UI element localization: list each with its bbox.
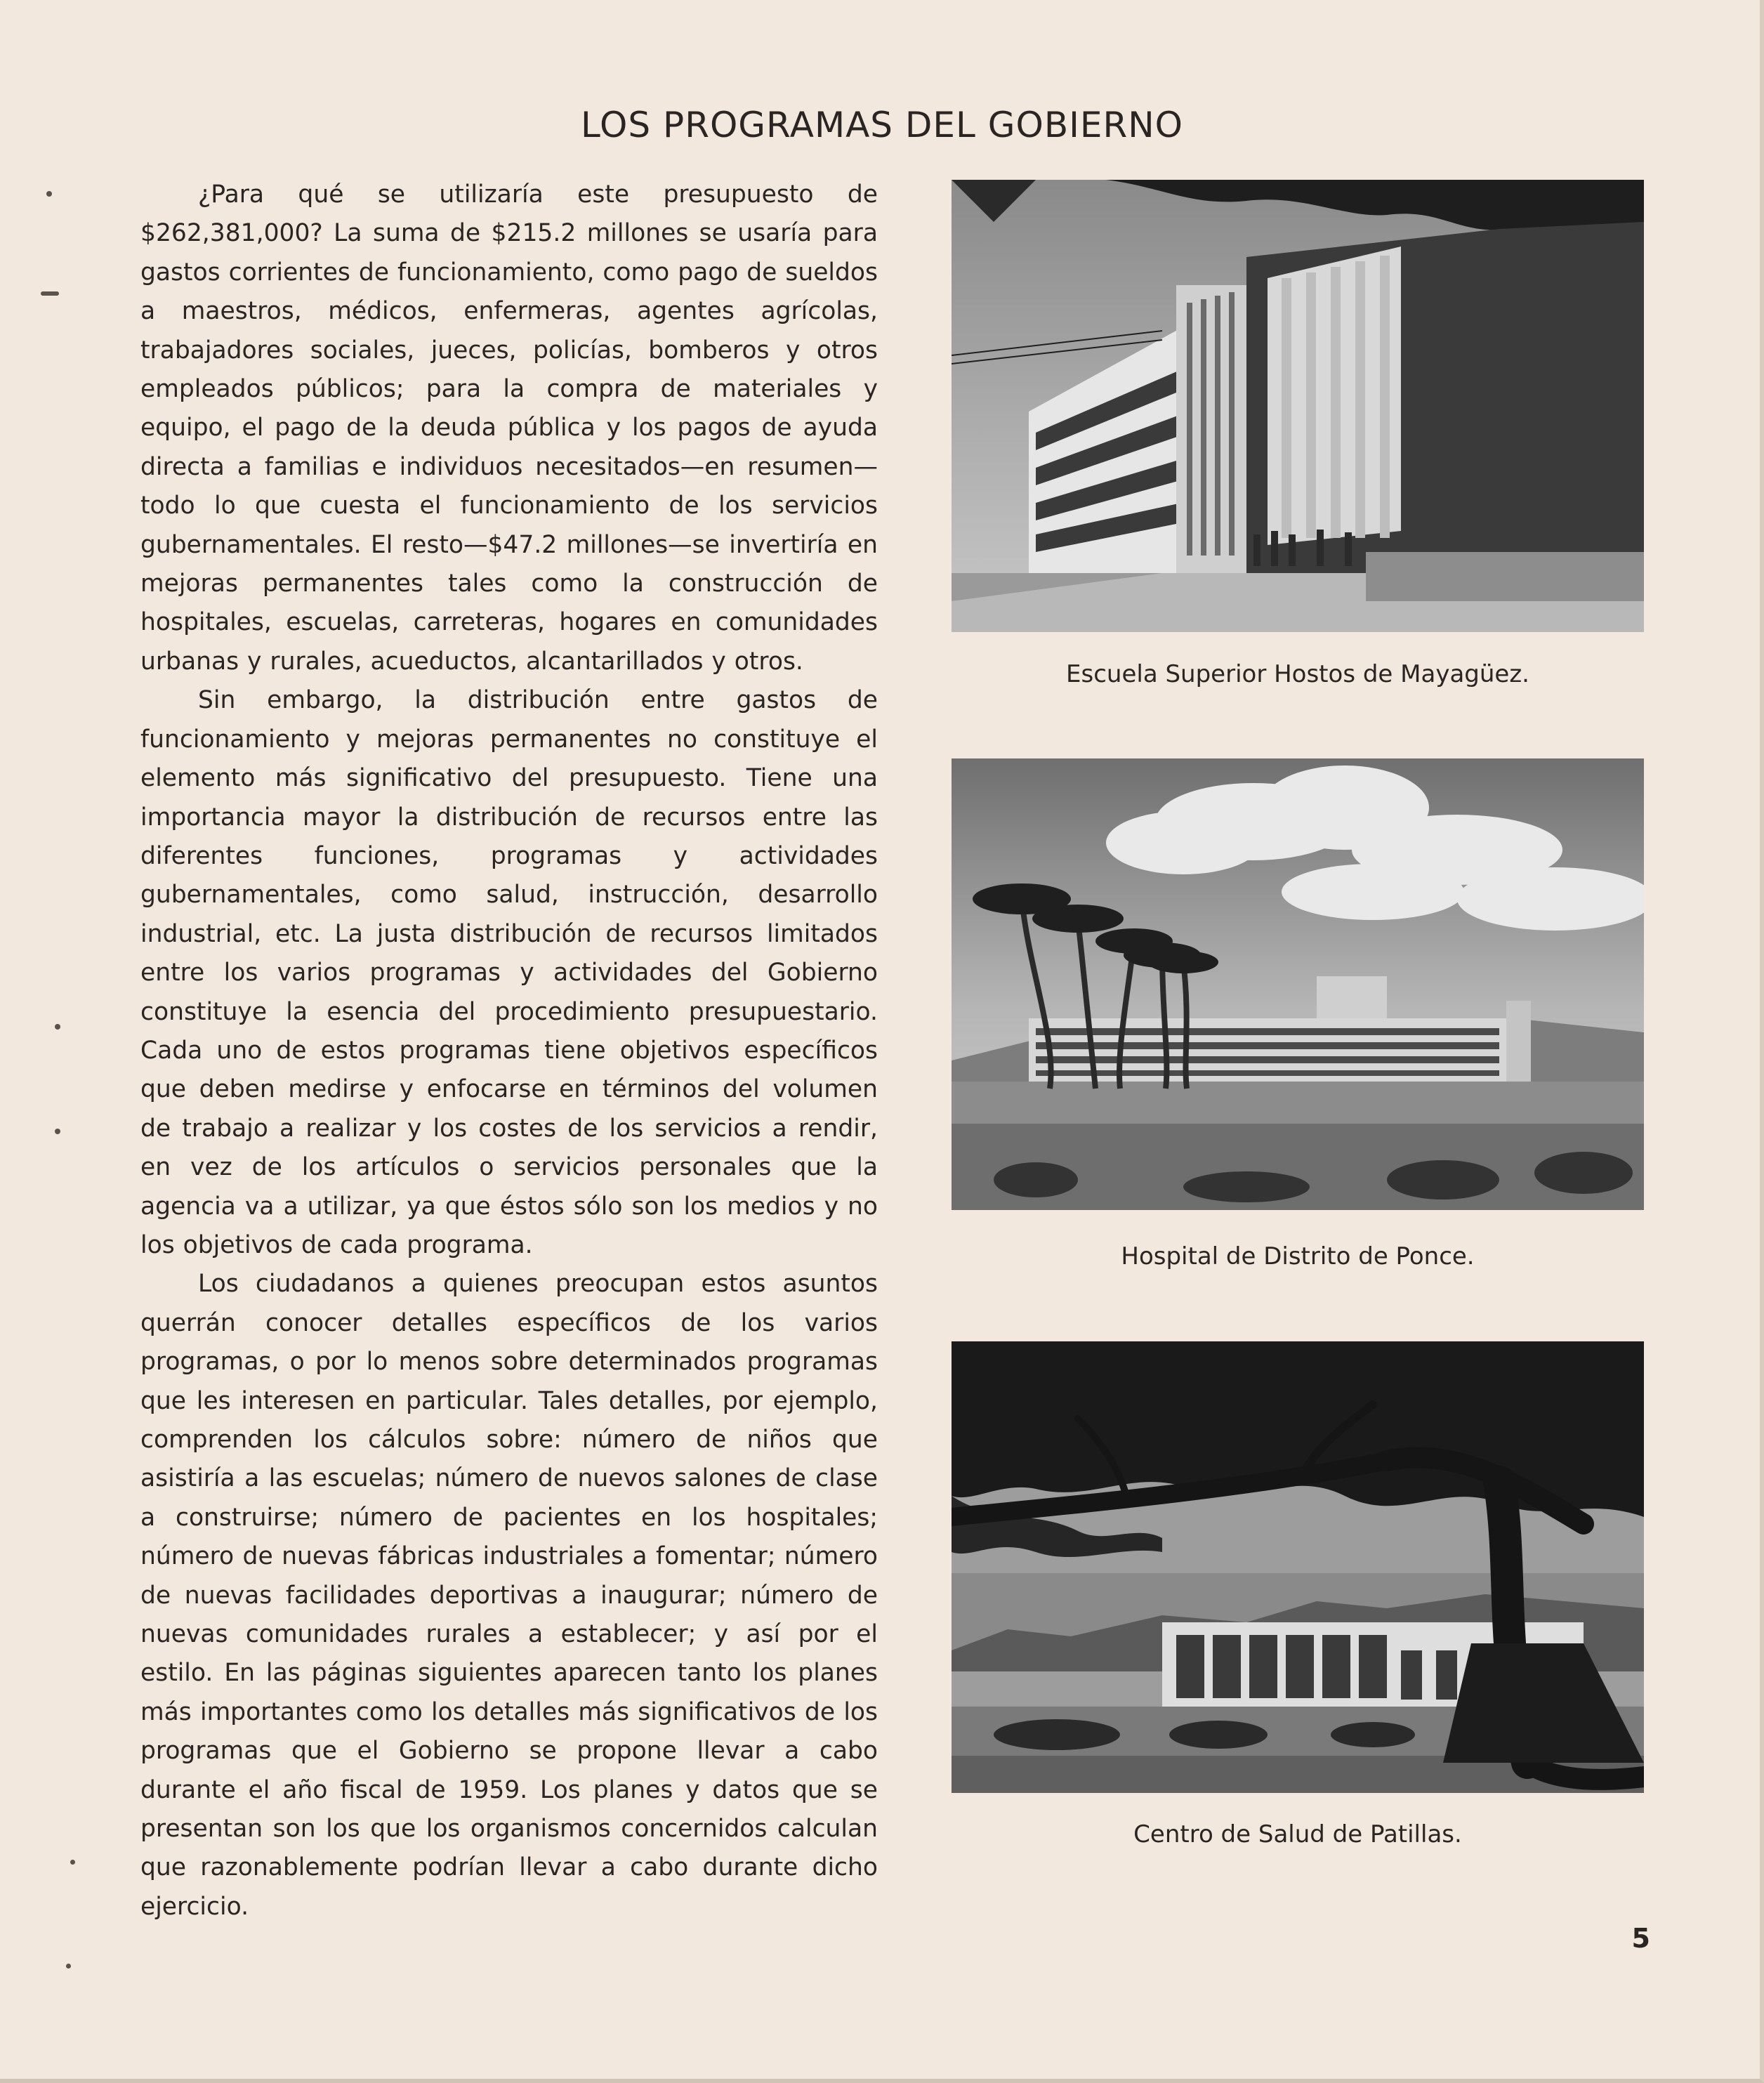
scan-speck bbox=[46, 191, 52, 197]
photo-caption: Hospital de Distrito de Ponce. bbox=[1121, 1242, 1475, 1270]
photo-school-building bbox=[952, 180, 1644, 632]
photo-caption: Centro de Salud de Patillas. bbox=[1133, 1820, 1462, 1848]
page-title: LOS PROGRAMAS DEL GOBIERNO bbox=[580, 105, 1184, 145]
scan-speck bbox=[55, 1129, 60, 1134]
photo-hospital bbox=[952, 758, 1644, 1210]
hospital-illustration bbox=[952, 758, 1644, 1210]
scan-speck bbox=[66, 1964, 71, 1969]
scan-speck bbox=[70, 1860, 75, 1865]
health-center-illustration bbox=[952, 1341, 1644, 1793]
photo-health-center bbox=[952, 1341, 1644, 1793]
page-number: 5 bbox=[1631, 1923, 1650, 1954]
body-paragraph: ¿Para qué se utilizaría este presupuesto de $262,381,000? La suma de $215.2 millones se usaría para gastos corrientes de funcionamiento, como pago de sueldos a maestros, médicos, enfermeras, agentes agrícolas, trabajadores sociales, jueces, policías, bomberos y otros empleados públicos; para la compra de materiales y equipo, el pago de la deuda pública y los pagos de ayuda directa a familias e individuos necesitados—en resumen—todo lo que cuesta el funcionamiento de los servicios gubernamentales. El resto—$47.2 millones—se invertiría en mejoras permanentes tales como la construcción de hospitales, escuelas, carreteras, hogares en comunidades urbanas y rurales, acueductos, alcantarillados y otros. bbox=[140, 180, 878, 676]
body-text-column bbox=[140, 176, 878, 1926]
body-paragraph: Sin embargo, la distribución entre gastos de funcionamiento y mejoras permanentes no constituye el elemento más significativo del presupuesto. Tiene una importancia mayor la distribución de recursos entre las diferentes funciones, programas y actividades gubernamentales, como salud, instrucción, desarrollo industrial, etc. La justa distribución de recursos limitados entre los varios programas y actividades del Gobierno constituye la esencia del procedimiento presupuestario. Cada uno de estos programas tiene objetivos específicos que deben medirse y enfocarse en términos del volumen de trabajo a realizar y los costes de los servicios a rendir, en vez de los artículos o servicios personales que la agencia va a utilizar, ya que éstos sólo son los medios y no los objetivos de cada programa. bbox=[140, 686, 878, 1259]
photo-caption: Escuela Superior Hostos de Mayagüez. bbox=[1066, 660, 1529, 688]
scan-speck bbox=[41, 291, 59, 296]
scan-speck bbox=[55, 1024, 60, 1030]
body-paragraph: Los ciudadanos a quienes preocupan estos asuntos querrán conocer detalles específicos de los varios programas, o por lo menos sobre determinados programas que les interesen en particular. Tales detalles, por ejemplo, comprenden los cálculos sobre: número de niños que asistiría a las escuelas; número de nuevos salones de clase a construirse; número de pacientes en los hospitales; número de nuevas fábricas industriales a fomentar; número de nuevas facilidades deportivas a inaugurar; número de nuevas comunidades rurales a establecer; y así por el estilo. En las páginas siguientes aparecen tanto los planes más importantes como los detalles más significativos de los programas que el Gobierno se propone llevar a cabo durante el año fiscal de 1959. Los planes y datos que se presentan son los que los organismos concernidos calculan que razonablemente podrían llevar a cabo durante dicho ejercicio. bbox=[140, 1270, 878, 1921]
school-building-illustration bbox=[952, 180, 1644, 632]
